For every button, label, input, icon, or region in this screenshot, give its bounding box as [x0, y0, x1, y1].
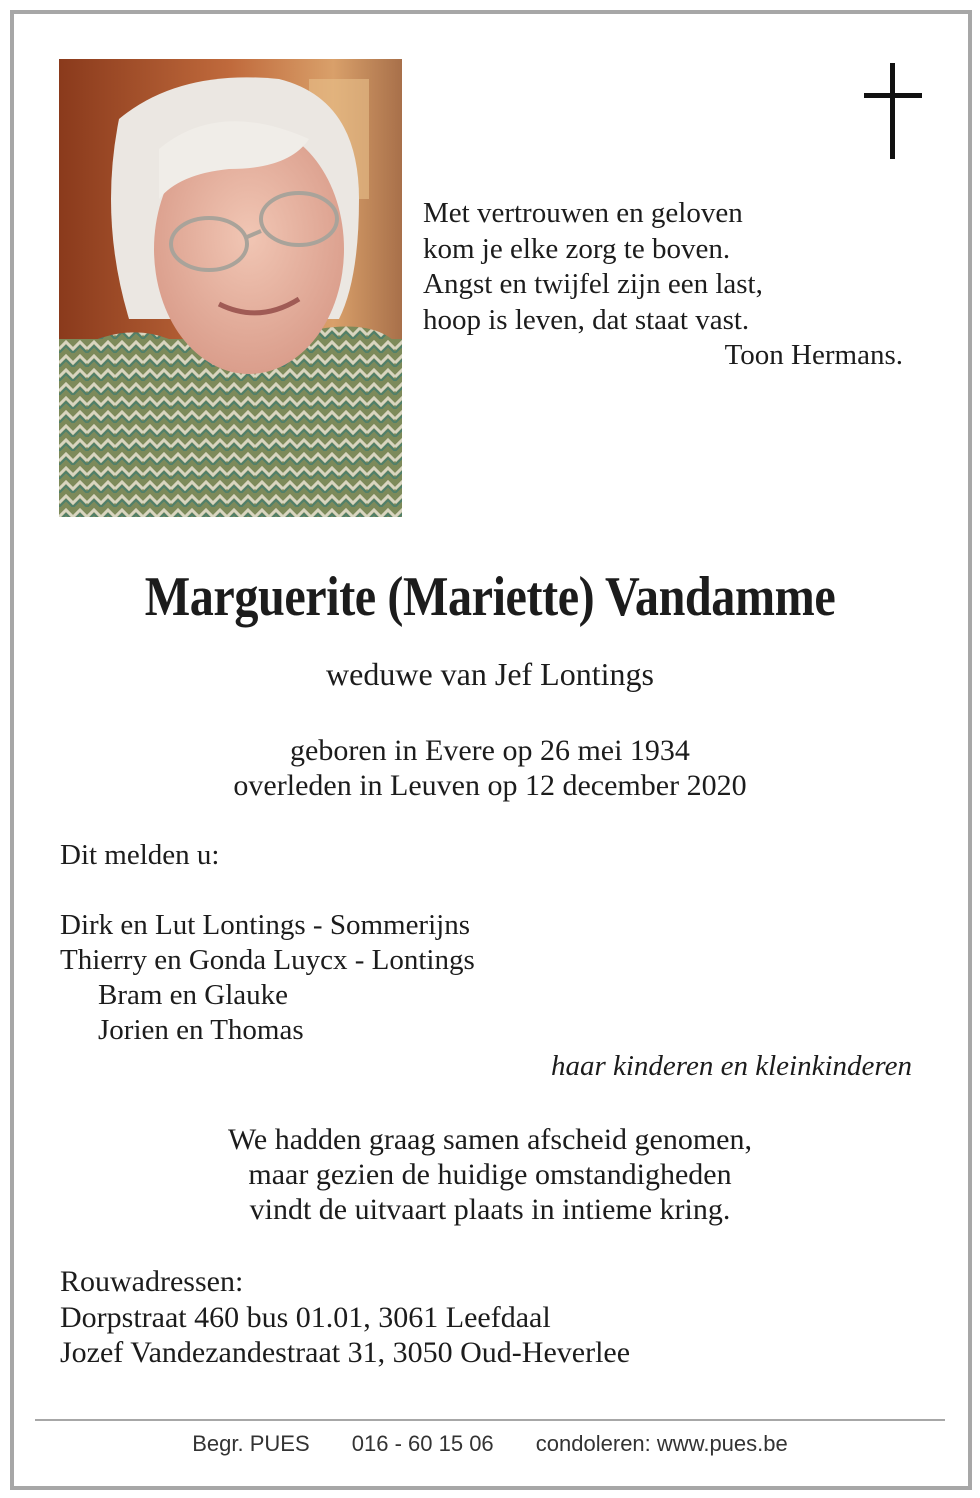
- life-dates: [0, 733, 980, 803]
- mourning-addresses: [60, 1264, 630, 1371]
- farewell-line: maar gezien de huidige omstandigheden: [248, 1158, 732, 1191]
- farewell-text: [0, 1122, 980, 1227]
- address-line: Dorpstraat 460 bus 01.01, 3061 Leefdaal: [60, 1300, 551, 1334]
- undertaker-name: Begr. PUES: [192, 1431, 310, 1456]
- farewell-line: vindt de uitvaart plaats in intieme kring.: [249, 1193, 731, 1226]
- farewell-line: We hadden graag samen afscheid genomen,: [227, 1123, 753, 1156]
- poem-line: Met vertrouwen en geloven: [423, 197, 743, 229]
- family-list: [60, 908, 475, 1048]
- address-line: Jozef Vandezandestraat 31, 3050 Oud-Heverlee: [60, 1336, 631, 1369]
- death-line: overleden in Leuven op 12 december 2020: [233, 769, 747, 802]
- addresses-heading: Rouwadressen:: [60, 1265, 244, 1298]
- poem: [423, 196, 913, 374]
- footer: [0, 1431, 980, 1457]
- undertaker-phone: 016 - 60 15 06: [351, 1431, 494, 1456]
- family-member: Jorien en Thomas: [98, 1014, 304, 1046]
- poem-line: hoop is leven, dat staat vast.: [423, 303, 750, 336]
- footer-divider: [35, 1419, 945, 1421]
- poem-author: Toon Hermans.: [724, 339, 903, 371]
- family-relation: haar kinderen en kleinkinderen: [550, 1050, 912, 1082]
- cross-icon: [864, 63, 922, 159]
- family-member: Dirk en Lut Lontings - Sommerijns: [60, 909, 470, 941]
- family-member: Thierry en Gonda Luycx - Lontings: [60, 944, 475, 976]
- poem-line: Angst en twijfel zijn een last,: [423, 268, 763, 300]
- spouse-line: weduwe van Jef Lontings: [326, 656, 654, 692]
- birth-line: geboren in Evere op 26 mei 1934: [290, 734, 690, 767]
- announcement-intro: Dit melden u:: [60, 839, 220, 871]
- deceased-name: Marguerite (Mariette) Vandamme: [144, 566, 836, 628]
- portrait-photo: [59, 59, 402, 517]
- condolence-link[interactable]: condoleren: www.pues.be: [535, 1431, 788, 1456]
- family-member: Bram en Glauke: [98, 979, 289, 1011]
- poem-line: kom je elke zorg te boven.: [423, 232, 731, 265]
